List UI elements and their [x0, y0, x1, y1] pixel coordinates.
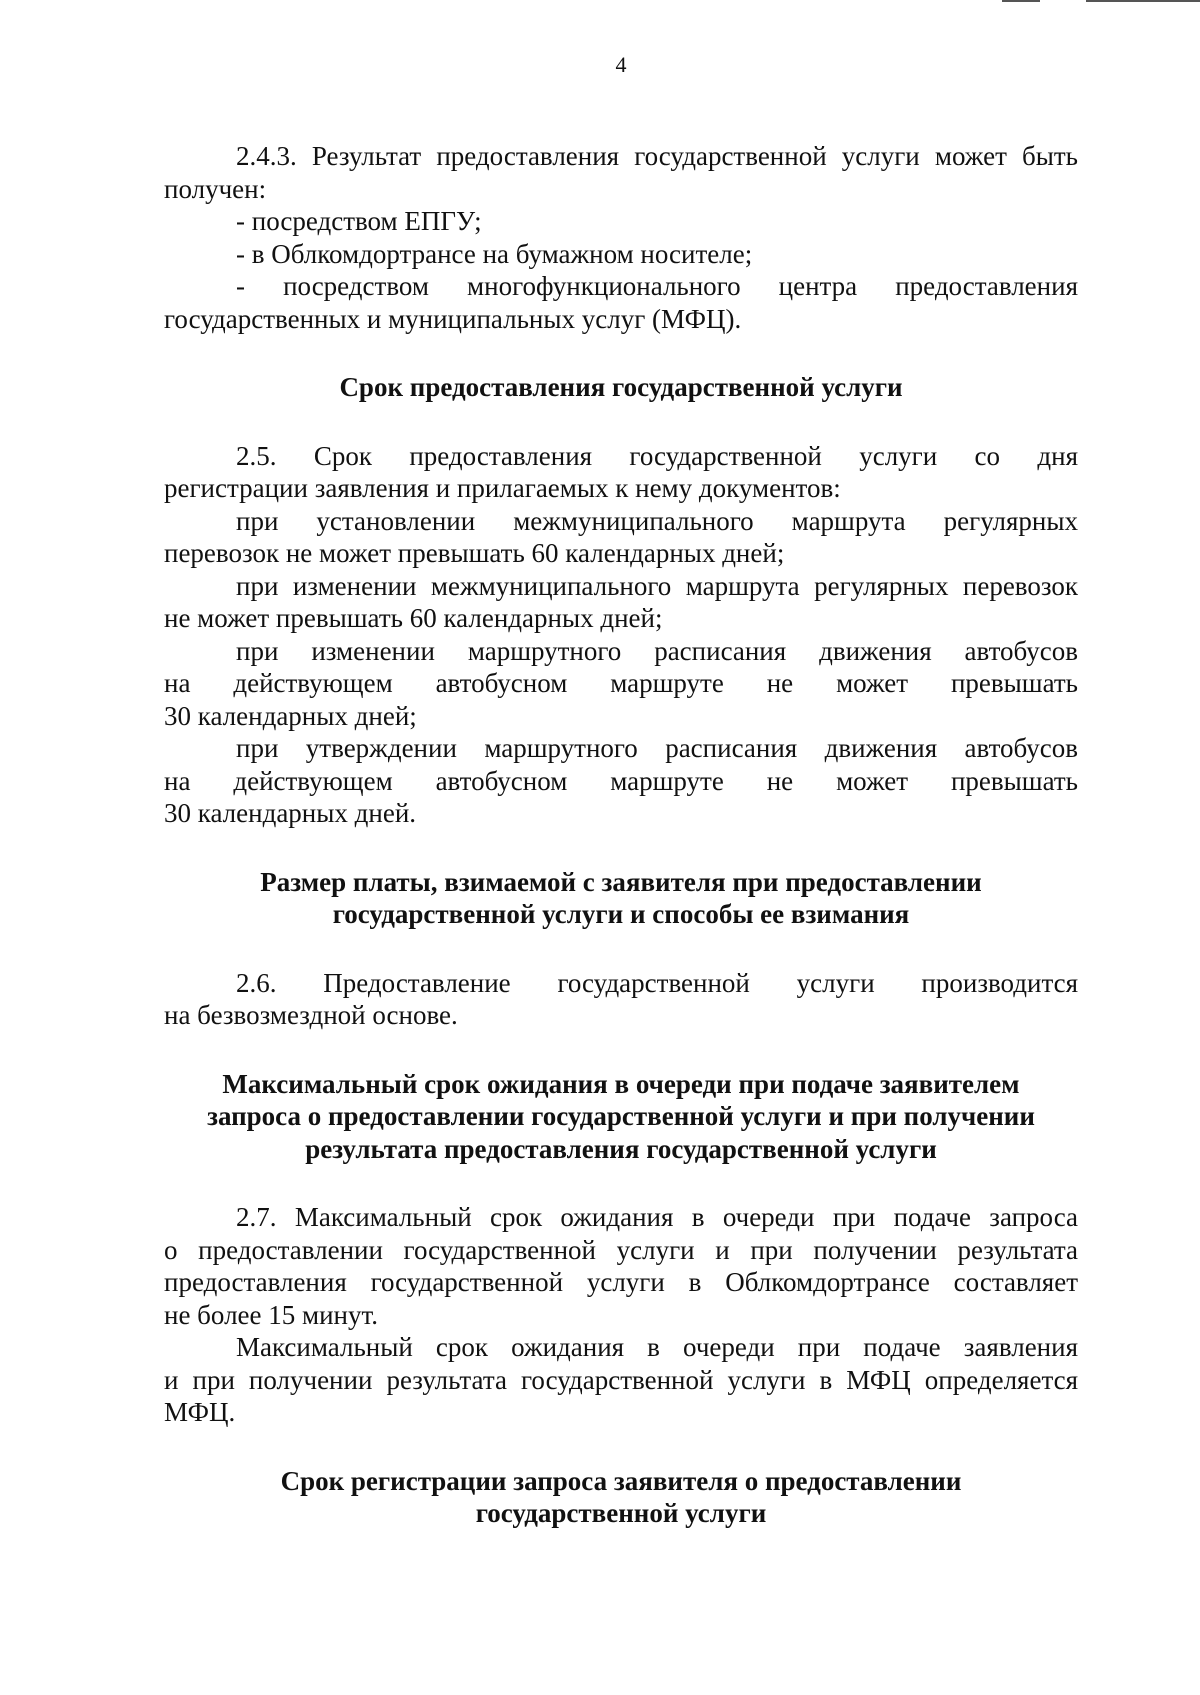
- text-line: - посредством ЕПГУ;: [236, 206, 482, 236]
- text-line: 2.4.3. Результат предоставления государственной услуги может быть: [236, 141, 1078, 171]
- text-line: на действующем автобусном маршруте не может превышать: [164, 668, 1078, 698]
- paragraph-2-4-3: [164, 140, 1078, 335]
- heading-line: Срок регистрации запроса заявителя о предоставлении: [280, 1465, 962, 1496]
- section-heading-registration: [164, 1465, 1078, 1530]
- text-line: регистрации заявления и прилагаемых к нему документов:: [164, 473, 841, 503]
- text-line: при утверждении маршрутного расписания движения автобусов: [236, 733, 1078, 763]
- text-line: не более 15 минут.: [164, 1299, 379, 1330]
- text-line: 30 календарных дней.: [164, 798, 417, 828]
- text-line: на безвозмездной основе.: [164, 1000, 458, 1030]
- text-line: перевозок не может превышать 60 календарных дней;: [164, 538, 785, 568]
- text-line: о предоставлении государственной услуги и при получении результата: [164, 1234, 1078, 1265]
- text-line: при установлении межмуниципального маршрута регулярных: [236, 505, 1078, 536]
- heading-line: результата предоставления государственной услуги: [305, 1133, 937, 1164]
- heading-line: государственной услуги: [475, 1498, 767, 1528]
- scan-edge-mark: [1086, 0, 1200, 2]
- heading-line: Максимальный срок ожидания в очереди при подаче заявителем: [222, 1068, 1020, 1099]
- paragraph-2-7: [164, 1201, 1078, 1429]
- text-line: 2.7. Максимальный срок ожидания в очереди при подаче запроса: [236, 1202, 1078, 1232]
- heading-line: государственной услуги и способы ее взимания: [332, 899, 910, 929]
- text-line: получен:: [164, 173, 267, 204]
- text-line: и при получении результата государственной услуги в МФЦ определяется: [164, 1364, 1078, 1395]
- section-heading-fee: [164, 866, 1078, 931]
- text-line: Максимальный срок ожидания в очереди при подаче заявления: [236, 1332, 1078, 1362]
- text-line: - посредством многофункционального центра предоставления: [236, 271, 1078, 301]
- text-line: государственных и муниципальных услуг (МФЦ).: [164, 303, 742, 334]
- heading-line: запроса о предоставлении государственной услуги и при получении: [207, 1101, 1035, 1131]
- text-line: 2.5. Срок предоставления государственной услуги со дня: [236, 440, 1078, 471]
- text-line: предоставления государственной услуги в Облкомдортрансе составляет: [164, 1267, 1078, 1297]
- paragraph-2-6: [164, 967, 1078, 1032]
- section-heading-queue: [164, 1068, 1078, 1166]
- text-line: 2.6. Предоставление государственной услуги производится: [236, 967, 1078, 998]
- page-number: 4: [615, 52, 627, 77]
- heading-line: Размер платы, взимаемой с заявителя при предоставлении: [260, 866, 982, 897]
- scan-edge-mark: [1002, 0, 1040, 2]
- text-line: при изменении межмуниципального маршрута регулярных перевозок: [236, 570, 1078, 601]
- text-line: 30 календарных дней;: [164, 700, 417, 731]
- paragraph-2-5: [164, 440, 1078, 830]
- text-line: МФЦ.: [164, 1397, 236, 1427]
- text-line: при изменении маршрутного расписания движения автобусов: [236, 635, 1078, 666]
- document-body: [164, 140, 1078, 1530]
- text-line: - в Облкомдортрансе на бумажном носителе;: [236, 238, 753, 269]
- section-heading-term: Срок предоставления государственной услуги: [339, 372, 903, 402]
- text-line: не может превышать 60 календарных дней;: [164, 603, 663, 633]
- text-line: на действующем автобусном маршруте не может превышать: [164, 765, 1078, 796]
